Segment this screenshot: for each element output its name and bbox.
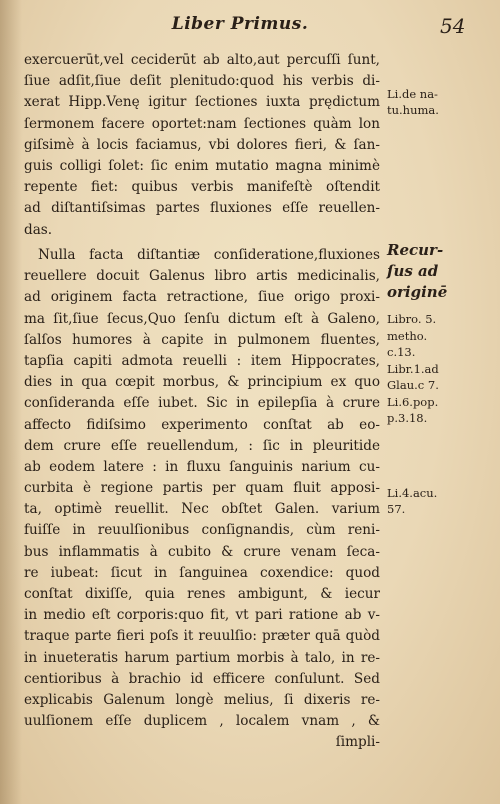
text-line: conſideranda eſſe iubet. Sic in epilepſia à crure: [24, 395, 380, 412]
text-line: repente fiet: quibus verbis manifeſtè oſtendit: [24, 179, 380, 196]
margin-note-line: Libro. 5.: [387, 312, 437, 326]
text-line: centioribus à brachio id efficere conſulunt. Sed: [24, 670, 380, 687]
page-number: 54: [440, 14, 466, 38]
text-line: das.: [24, 221, 53, 238]
text-line: giſsimè à locis faciamus, vbi dolores fieri, & ſan-: [24, 136, 380, 153]
text-line: explicabis Galenum longè melius, ſi dixeris re-: [24, 691, 380, 708]
text-line: ſiue adſit,ſiue deſit plenitudo:quod his verbis di-: [24, 73, 380, 90]
margin-note-recursus: [387, 240, 467, 303]
text-line: ad originem facta retractione, ſiue origo proxi-: [24, 289, 380, 306]
margin-note-line: 57.: [387, 502, 406, 516]
text-line: in inueteratis harum partium morbis à talo, in re-: [24, 649, 380, 666]
margin-note-line: Li.6.pop.: [387, 394, 439, 409]
text-line: ſermonem facere oportet:nam ſectiones quàm lon: [24, 115, 380, 132]
text-line: exercuerūt,vel ceciderūt ab alto,aut percuſſi ſunt,: [24, 52, 380, 68]
paragraph-2: [24, 245, 380, 754]
margin-note-line: Libr.1.ad: [387, 361, 439, 376]
margin-note-references: [387, 311, 467, 427]
margin-note-line: Glau.c 7.: [387, 378, 439, 392]
text-line: bus inflammatis à cubito & crure venam ſeca-: [24, 543, 380, 560]
text-line: dem crure eſſe reuellendum, : ſic in pleuritide: [24, 437, 380, 454]
text-line: ma ſit,ſiue ſecus,Quo ſenſu dictum eſt à Galeno,: [24, 310, 380, 327]
text-line: fuiſſe in reuulſionibus conſignandis, cùm reni-: [24, 522, 380, 539]
paragraph-1: [24, 50, 380, 241]
text-line: curbita è regione partis per quam fluit apposi-: [24, 480, 380, 497]
margin-note-acutorum: [387, 485, 467, 517]
text-line: re iubeat: ſicut in ſanguinea coxendice: quod: [24, 564, 380, 581]
text-line: dies in qua cœpit morbus, & principium ex quo: [24, 374, 380, 391]
text-line: xerat Hipp.Venę igitur ſectiones iuxta prędictum: [24, 94, 380, 111]
margin-note-de-natura-hominis: [387, 86, 467, 118]
text-line: traque parte fieri poſs it reuulſio: præter quā quòd: [24, 628, 380, 645]
margin-note-line: tu.huma.: [387, 103, 439, 117]
margin-note-line: Recur-: [387, 241, 444, 259]
text-line: ab eodem latere : in fluxu ſanguinis narium cu-: [24, 458, 380, 475]
margin-note-line: ſus ad: [387, 262, 439, 280]
text-line: Nulla facta diſtantiæ conſideratione,fluxiones: [38, 247, 380, 263]
running-header: Liber Primus.: [171, 14, 309, 34]
text-line: conſtat dixiſſe, quia renes ambigunt, & iecur: [24, 586, 380, 602]
catchword: ſimpli-: [335, 734, 380, 751]
margin-note-line: Li.4.acu.: [387, 486, 438, 500]
text-line: ad diſtantiſsimas partes fluxiones eſſe reuellen-: [24, 200, 380, 217]
margin-note-line: originē: [387, 283, 448, 301]
text-line: affecto fidiſsimo experimento conſtat ab eo-: [24, 416, 380, 433]
text-line: ſalſos humores à capite in pulmonem fluentes,: [24, 331, 380, 348]
margin-note-line: metho.: [387, 328, 428, 343]
text-line: in medio eſt corporis:quo fit, vt pari ratione ab v-: [24, 607, 380, 624]
gutter-shadow: [0, 0, 22, 804]
margin-note-line: Li.de na-: [387, 87, 438, 101]
text-line: guis colligi ſolet: ſic enim mutatio magna minimè: [24, 157, 380, 174]
margin-note-line: c.13.: [387, 345, 416, 359]
text-line: ta, optimè reuellit. Nec obſtet Galen. varium: [24, 501, 380, 518]
text-line: uulſionem eſſe duplicem , localem vnam , &: [24, 713, 380, 730]
text-line: reuellere docuit Galenus libro artis medicinalis,: [24, 268, 380, 285]
text-line: tapſia capiti admota reuelli : item Hippocrates,: [24, 352, 380, 369]
margin-note-line: p.3.18.: [387, 411, 428, 425]
